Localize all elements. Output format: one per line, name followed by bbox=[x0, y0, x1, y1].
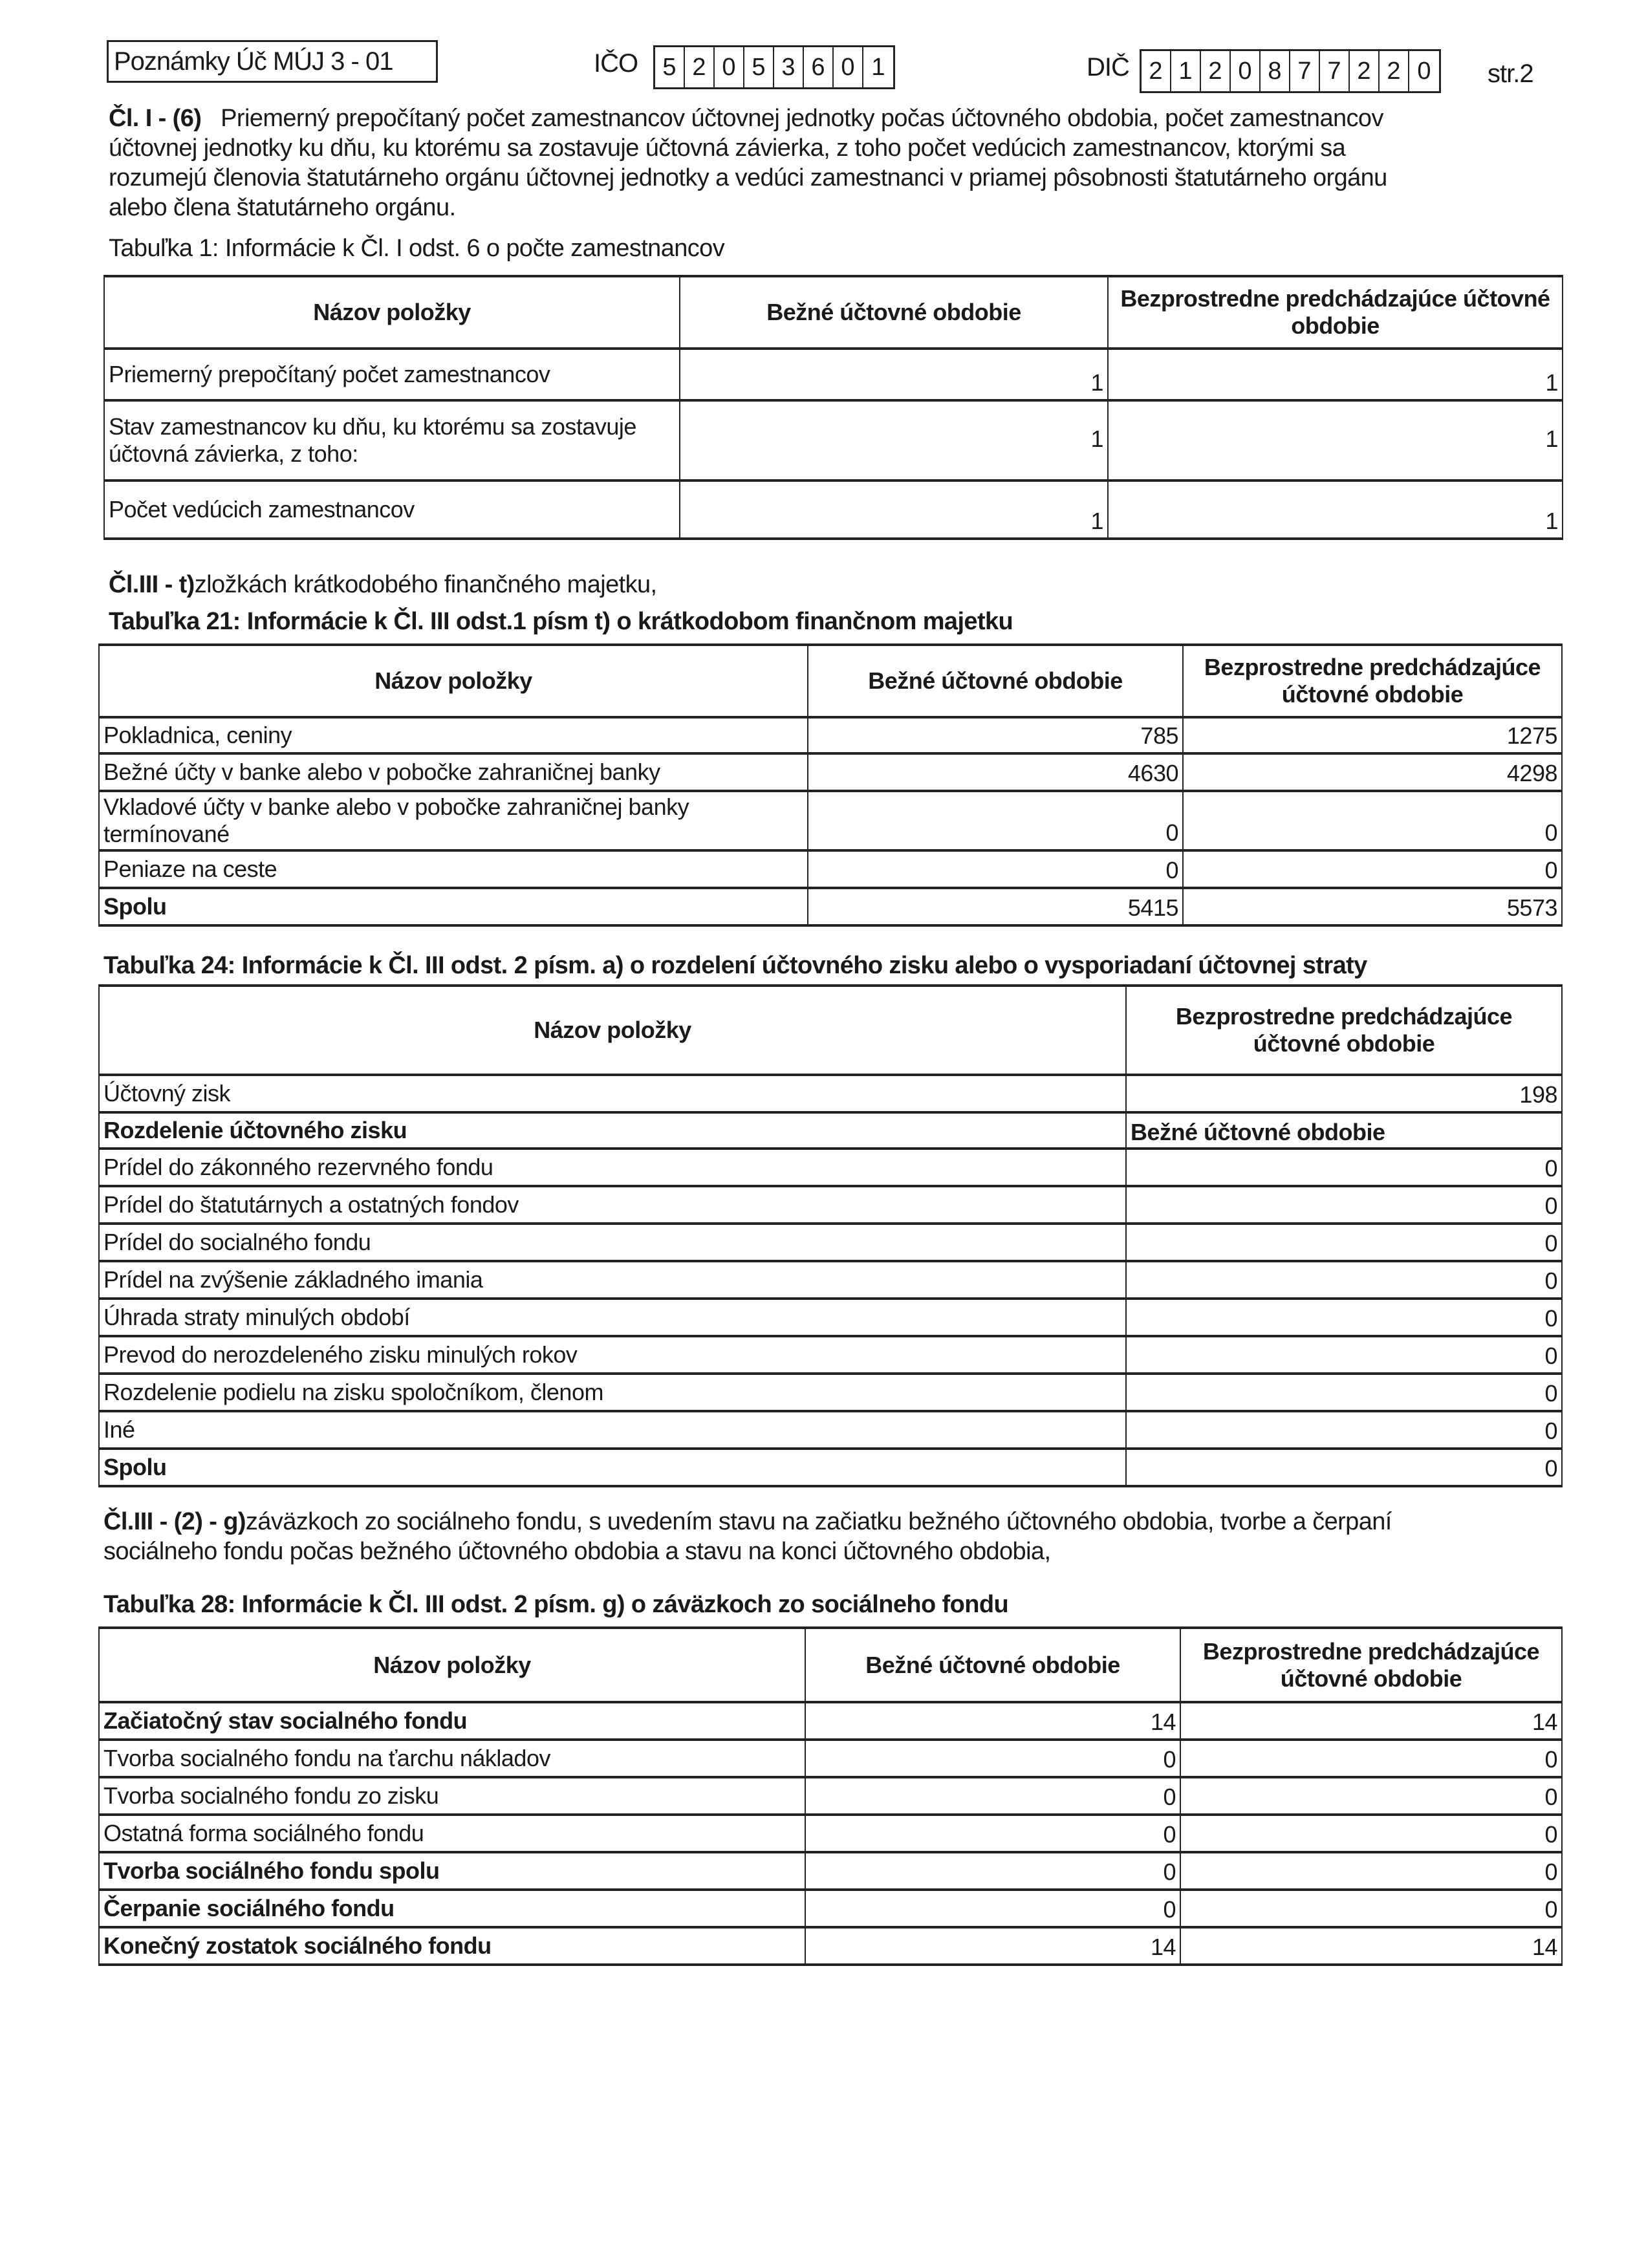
previous-period-value: 0 bbox=[1180, 1815, 1562, 1852]
row-label: Úhrada straty minulých období bbox=[99, 1299, 1126, 1336]
table-row bbox=[99, 1374, 1562, 1411]
dic-digit: 2 bbox=[1142, 51, 1171, 91]
column-header: Bezprostredne predchádzajúce účtovné obdobie bbox=[1183, 645, 1562, 717]
ico-digit: 2 bbox=[685, 47, 715, 87]
ico-digit: 0 bbox=[834, 47, 863, 87]
column-subheader: Bežné účtovné obdobie bbox=[1126, 1112, 1562, 1149]
table-header-row bbox=[99, 645, 1562, 717]
row-value: 0 bbox=[1126, 1411, 1562, 1449]
table-row bbox=[99, 717, 1562, 753]
previous-period-value: 1 bbox=[1108, 349, 1563, 400]
table-total-row bbox=[99, 888, 1562, 925]
row-label: Prídel do zákonného rezervného fondu bbox=[99, 1149, 1126, 1186]
row-label: Spolu bbox=[99, 1449, 1126, 1486]
dic-label: DIČ bbox=[1087, 53, 1129, 81]
form-label-box bbox=[107, 40, 438, 83]
row-label: Počet vedúcich zamestnancov bbox=[104, 481, 680, 539]
row-label: Tvorba socialného fondu zo zisku bbox=[99, 1777, 805, 1815]
row-label: Prevod do nerozdeleného zisku minulých rokov bbox=[99, 1336, 1126, 1374]
column-header: Bežné účtovné obdobie bbox=[805, 1628, 1180, 1702]
previous-period-value: 198 bbox=[1126, 1075, 1562, 1112]
column-header: Názov položky bbox=[104, 276, 680, 349]
ico-digit: 0 bbox=[715, 47, 744, 87]
section-4-body: záväzkoch zo sociálneho fondu, s uvedením stavu na začiatku bežného účtovného obdobia, tvorbe a čerpaní sociálneho fondu počas bežného účtovného obdobia a stavu na konci účtovného obdobia, bbox=[103, 1508, 1392, 1565]
table-row bbox=[99, 1261, 1562, 1299]
section-1-prefix: Čl. I - (6) bbox=[109, 105, 202, 132]
column-header: Bezprostredne predchádzajúce účtovné obdobie bbox=[1180, 1628, 1562, 1702]
row-label: Priemerný prepočítaný počet zamestnancov bbox=[104, 349, 680, 400]
row-label: Čerpanie sociálného fondu bbox=[99, 1890, 805, 1927]
table-28-caption: Tabuľka 28: Informácie k Čl. III odst. 2 písm. g) o záväzkoch zo sociálneho fondu bbox=[103, 1591, 1009, 1618]
column-header: Bezprostredne predchádzajúce účtovné obdobie bbox=[1108, 276, 1563, 349]
dic-digit: 1 bbox=[1171, 51, 1201, 91]
column-header: Názov položky bbox=[99, 1628, 805, 1702]
row-label: Rozdelenie účtovného zisku bbox=[99, 1112, 1126, 1149]
row-label: Začiatočný stav socialného fondu bbox=[99, 1702, 805, 1740]
page-number: str.2 bbox=[1488, 59, 1533, 88]
table-header-row bbox=[99, 986, 1562, 1075]
row-label: Prídel na zvýšenie základného imania bbox=[99, 1261, 1126, 1299]
row-label: Stav zamestnancov ku dňu, ku ktorému sa zostavuje účtovná závierka, z toho: bbox=[104, 400, 680, 481]
table-row bbox=[99, 1852, 1562, 1890]
row-label: Rozdelenie podielu na zisku spoločníkom, členom bbox=[99, 1374, 1126, 1411]
row-value: 0 bbox=[1126, 1149, 1562, 1186]
current-period-value: 1 bbox=[680, 481, 1108, 539]
table-row bbox=[99, 850, 1562, 888]
previous-period-value: 5573 bbox=[1183, 888, 1562, 925]
table-1 bbox=[103, 275, 1563, 540]
table-row bbox=[99, 753, 1562, 791]
table-24-caption: Tabuľka 24: Informácie k Čl. III odst. 2 písm. a) o rozdelení účtovného zisku alebo o vysporiadaní účtovnej straty bbox=[103, 952, 1367, 979]
row-label: Iné bbox=[99, 1411, 1126, 1449]
previous-period-value: 1 bbox=[1108, 400, 1563, 481]
ico-digit: 6 bbox=[804, 47, 834, 87]
table-total-row bbox=[99, 1449, 1562, 1486]
section-2-text bbox=[109, 571, 656, 599]
current-period-value: 4630 bbox=[808, 753, 1183, 791]
current-period-value: 14 bbox=[805, 1702, 1180, 1740]
table-row bbox=[99, 1186, 1562, 1224]
table-row bbox=[99, 1224, 1562, 1261]
table-row bbox=[99, 1299, 1562, 1336]
row-label: Vkladové účty v banke alebo v pobočke zahraničnej banky termínované bbox=[99, 791, 808, 850]
table-row bbox=[99, 1075, 1562, 1112]
row-label: Tvorba sociálného fondu spolu bbox=[99, 1852, 805, 1890]
dic-digit: 2 bbox=[1350, 51, 1380, 91]
dic-digit: 0 bbox=[1417, 58, 1431, 85]
current-period-value: 1 bbox=[680, 400, 1108, 481]
dic-digit: 7 bbox=[1320, 51, 1350, 91]
row-value: 0 bbox=[1126, 1299, 1562, 1336]
row-value: 0 bbox=[1126, 1449, 1562, 1486]
table-total-row bbox=[99, 1927, 1562, 1965]
table-header-row bbox=[99, 1628, 1562, 1702]
column-header: Názov položky bbox=[99, 645, 808, 717]
table-row bbox=[104, 481, 1563, 539]
dic-digit: 8 bbox=[1261, 51, 1290, 91]
dic-digit: 0 bbox=[1231, 51, 1261, 91]
column-header: Bežné účtovné obdobie bbox=[680, 276, 1108, 349]
ico-digit: 5 bbox=[655, 47, 685, 87]
column-header: Bežné účtovné obdobie bbox=[808, 645, 1183, 717]
table-header-row bbox=[104, 276, 1563, 349]
section-1-text bbox=[109, 103, 1402, 222]
row-label: Konečný zostatok sociálného fondu bbox=[99, 1927, 805, 1965]
dic-digit-boxes bbox=[1140, 49, 1441, 93]
table-row bbox=[104, 400, 1563, 481]
table-1-caption: Tabuľka 1: Informácie k Čl. I odst. 6 o počte zamestnancov bbox=[109, 235, 725, 262]
table-row bbox=[99, 1411, 1562, 1449]
table-row bbox=[104, 349, 1563, 400]
row-value: 0 bbox=[1126, 1186, 1562, 1224]
current-period-value: 0 bbox=[805, 1852, 1180, 1890]
previous-period-value: 4298 bbox=[1183, 753, 1562, 791]
table-subheader-row bbox=[99, 1112, 1562, 1149]
row-value: 0 bbox=[1126, 1374, 1562, 1411]
row-value: 0 bbox=[1126, 1261, 1562, 1299]
section-2-prefix: Čl.III - t) bbox=[109, 571, 195, 598]
row-label: Pokladnica, ceniny bbox=[99, 717, 808, 753]
column-header: Názov položky bbox=[99, 986, 1126, 1075]
section-4-prefix: Čl.III - (2) - g) bbox=[103, 1508, 246, 1535]
row-label: Účtovný zisk bbox=[99, 1075, 1126, 1112]
table-row bbox=[99, 1740, 1562, 1777]
current-period-value: 0 bbox=[805, 1740, 1180, 1777]
previous-period-value: 0 bbox=[1180, 1777, 1562, 1815]
table-row bbox=[99, 1890, 1562, 1927]
table-row bbox=[99, 1702, 1562, 1740]
row-label: Bežné účty v banke alebo v pobočke zahraničnej banky bbox=[99, 753, 808, 791]
dic-digit: 2 bbox=[1201, 51, 1231, 91]
row-value: 0 bbox=[1126, 1336, 1562, 1374]
table-21-caption: Tabuľka 21: Informácie k Čl. III odst.1 písm t) o krátkodobom finančnom majetku bbox=[109, 608, 1013, 635]
row-label: Tvorba socialného fondu na ťarchu nákladov bbox=[99, 1740, 805, 1777]
dic-digit: 7 bbox=[1290, 51, 1320, 91]
column-header: Bezprostredne predchádzajúce účtovné obdobie bbox=[1126, 986, 1562, 1075]
previous-period-value: 14 bbox=[1180, 1702, 1562, 1740]
previous-period-value: 14 bbox=[1180, 1927, 1562, 1965]
current-period-value: 0 bbox=[808, 791, 1183, 850]
row-label: Ostatná forma sociálného fondu bbox=[99, 1815, 805, 1852]
row-label: Spolu bbox=[99, 888, 808, 925]
table-24 bbox=[98, 984, 1563, 1487]
current-period-value: 1 bbox=[680, 349, 1108, 400]
row-label: Peniaze na ceste bbox=[99, 850, 808, 888]
current-period-value: 0 bbox=[805, 1890, 1180, 1927]
row-label: Prídel do socialného fondu bbox=[99, 1224, 1126, 1261]
table-row bbox=[99, 791, 1562, 850]
table-21 bbox=[98, 643, 1563, 927]
previous-period-value: 0 bbox=[1183, 850, 1562, 888]
row-value: 0 bbox=[1126, 1224, 1562, 1261]
dic-digit: 2 bbox=[1380, 51, 1409, 91]
table-row bbox=[99, 1777, 1562, 1815]
section-2-body: zložkách krátkodobého finančného majetku, bbox=[194, 571, 657, 598]
table-row bbox=[99, 1149, 1562, 1186]
current-period-value: 5415 bbox=[808, 888, 1183, 925]
row-label: Prídel do štatutárnych a ostatných fondov bbox=[99, 1186, 1126, 1224]
table-row bbox=[99, 1815, 1562, 1852]
form-label: Poznámky Úč MÚJ 3 - 01 bbox=[114, 47, 393, 76]
current-period-value: 14 bbox=[805, 1927, 1180, 1965]
previous-period-value: 0 bbox=[1183, 791, 1562, 850]
table-28 bbox=[98, 1626, 1563, 1966]
previous-period-value: 1275 bbox=[1183, 717, 1562, 753]
section-4-text bbox=[103, 1507, 1500, 1566]
ico-digit: 5 bbox=[744, 47, 774, 87]
current-period-value: 0 bbox=[808, 850, 1183, 888]
previous-period-value: 0 bbox=[1180, 1740, 1562, 1777]
previous-period-value: 0 bbox=[1180, 1852, 1562, 1890]
ico-label: IČO bbox=[594, 49, 638, 78]
previous-period-value: 1 bbox=[1108, 481, 1563, 539]
current-period-value: 785 bbox=[808, 717, 1183, 753]
ico-digit: 1 bbox=[871, 54, 885, 81]
previous-period-value: 0 bbox=[1180, 1890, 1562, 1927]
section-1-body: Priemerný prepočítaný počet zamestnancov účtovnej jednotky počas účtovného obdobia, počet zamestnancov účtovnej jednotky ku dňu, ku ktorému sa zostavuje účtovná závierka, z toho počet vedúcich zamestnancov, ktorými sa rozumejú členovia štatutárneho orgánu účtovnej jednotky a vedúci zamestnanci v priamej pôsobnosti štatutárneho orgánu alebo člena štatutárneho orgánu. bbox=[109, 105, 1387, 221]
current-period-value: 0 bbox=[805, 1777, 1180, 1815]
current-period-value: 0 bbox=[805, 1815, 1180, 1852]
ico-digit-boxes bbox=[653, 45, 895, 89]
ico-digit: 3 bbox=[774, 47, 804, 87]
table-row bbox=[99, 1336, 1562, 1374]
